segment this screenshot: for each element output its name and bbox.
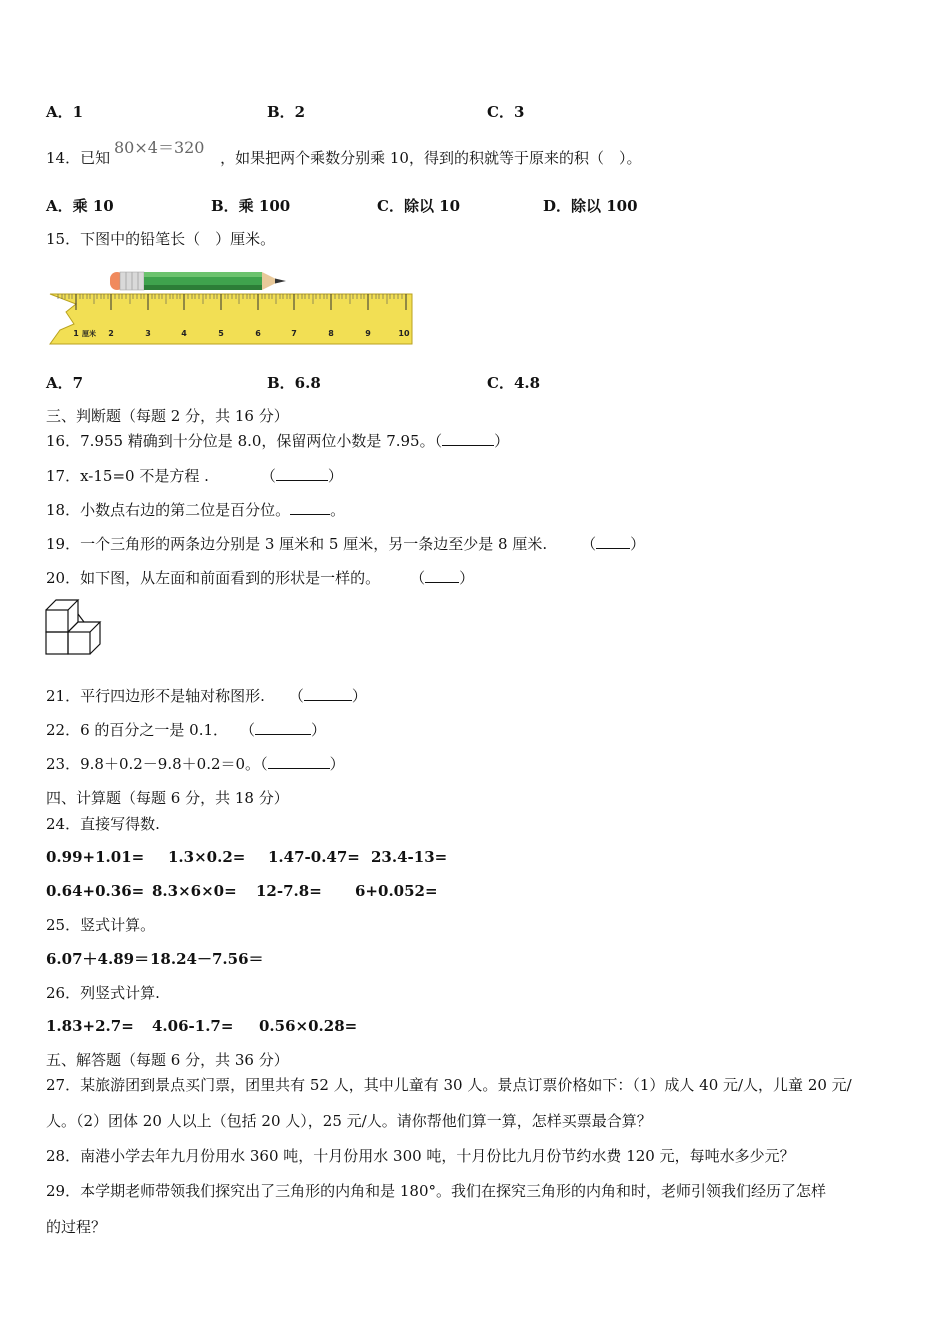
q13-option-b: B．2 [267, 103, 306, 121]
q14-option-a: A．乘 10 [46, 197, 114, 215]
q14-option-c: C．除以 10 [377, 197, 461, 215]
section-3-heading: 三、判断题（每题 2 分，共 16 分） [46, 407, 289, 425]
q19: 19．一个三角形的两条边分别是 3 厘米和 5 厘米，另一条边至少是 8 厘米. （ ） [46, 535, 646, 553]
q24-item: 0.64+0.36= [46, 882, 145, 900]
q15-option-c: C．4.8 [487, 374, 541, 392]
q24-item: 12-7.8= [256, 882, 322, 900]
q28: 28．南港小学去年九月份用水 360 吨，十月份用水 300 吨，十月份比九月份节约水费 120 元，每吨水多少元？ [46, 1147, 795, 1165]
ruler-label-2: 2 [108, 329, 114, 338]
ruler-label-8: 8 [328, 329, 334, 338]
ruler-label-5: 5 [218, 329, 224, 338]
q17: 17．x-15=0 不是方程 . （ ） [46, 467, 343, 485]
cube-stack-figure [44, 598, 106, 660]
q25-item: 6.07＋4.89＝ [46, 950, 150, 968]
q14-prefix: 14．已知 [46, 149, 111, 167]
pencil-icon [110, 272, 286, 290]
ruler-label-9: 9 [365, 329, 371, 338]
q14-option-b: B．乘 100 [211, 197, 291, 215]
q25-title: 25．竖式计算。 [46, 916, 156, 934]
q15-option-a: A．7 [46, 374, 84, 392]
q24-item: 6+0.052= [355, 882, 438, 900]
q21-answer-blank[interactable] [304, 686, 352, 701]
q24-item: 8.3×6×0= [152, 882, 237, 900]
q14-suffix: ，如果把两个乘数分别乘 10，得到的积就等于原来的积（ ）。 [220, 149, 642, 167]
q18: 18．小数点右边的第二位是百分位。 。 [46, 501, 346, 519]
q29-line1: 29．本学期老师带领我们探究出了三角形的内角和是 180°。我们在探究三角形的内角和时，老师引领我们经历了怎样 [46, 1182, 826, 1200]
ruler-body [50, 294, 412, 344]
q26-item: 1.83+2.7= [46, 1017, 134, 1035]
ruler-label-10: 10 [398, 329, 410, 338]
q16: 16．7.955 精确到十分位是 8.0，保留两位小数是 7.95。（ ） [46, 432, 510, 450]
q20: 20．如下图，从左面和前面看到的形状是一样的。 （ ） [46, 569, 475, 587]
ruler-unit: 厘米 [82, 330, 96, 338]
q20-answer-blank[interactable] [425, 568, 459, 583]
q14-option-d: D．除以 100 [543, 197, 638, 215]
q25-item: 18.24－7.56＝ [150, 950, 264, 968]
q13-option-c: C．3 [487, 103, 525, 121]
q18-answer-blank[interactable] [290, 500, 330, 515]
section-5-heading: 五、解答题（每题 6 分，共 36 分） [46, 1051, 289, 1069]
q16-answer-blank[interactable] [442, 431, 494, 446]
q27-line1: 27．某旅游团到景点买门票，团里共有 52 人，其中儿童有 30 人。景点订票价格如下：（1）成人 40 元/人，儿童 20 元/ [46, 1076, 852, 1094]
q24-item: 1.3×0.2= [168, 848, 246, 866]
q15-option-b: B．6.8 [267, 374, 321, 392]
q23: 23．9.8＋0.2－9.8＋0.2＝0。（ ） [46, 755, 345, 773]
q17-answer-blank[interactable] [276, 466, 328, 481]
q26-item: 0.56×0.28= [259, 1017, 358, 1035]
q22: 22．6 的百分之一是 0.1． （ ） [46, 721, 327, 739]
q14-formula: 80×4＝320 [114, 138, 205, 157]
q22-answer-blank[interactable] [255, 720, 311, 735]
section-4-heading: 四、计算题（每题 6 分，共 18 分） [46, 789, 289, 807]
q27-line2: 人。（2）团体 20 人以上（包括 20 人），25 元/人。请你帮他们算一算，怎样买票最合算？ [46, 1112, 652, 1130]
q26-title: 26．列竖式计算. [46, 984, 160, 1002]
ruler-label-7: 7 [291, 329, 297, 338]
ruler-label-3: 3 [145, 329, 151, 338]
q24-title: 24．直接写得数. [46, 815, 160, 833]
q29-line2: 的过程？ [46, 1218, 107, 1236]
q24-item: 0.99+1.01= [46, 848, 145, 866]
q23-answer-blank[interactable] [268, 754, 330, 769]
q15-question: 15．下图中的铅笔长（ ）厘米。 [46, 230, 276, 248]
q24-item: 23.4-13= [371, 848, 448, 866]
q21: 21．平行四边形不是轴对称图形. （ ） [46, 687, 367, 705]
ruler-label-1: 1 [73, 329, 79, 338]
q24-item: 1.47-0.47= [268, 848, 360, 866]
ruler-label-4: 4 [181, 329, 187, 338]
q26-item: 4.06-1.7= [152, 1017, 234, 1035]
pencil-ruler-figure [46, 266, 416, 348]
ruler-label-6: 6 [255, 329, 261, 338]
q19-answer-blank[interactable] [596, 534, 630, 549]
q13-option-a: A．1 [46, 103, 84, 121]
